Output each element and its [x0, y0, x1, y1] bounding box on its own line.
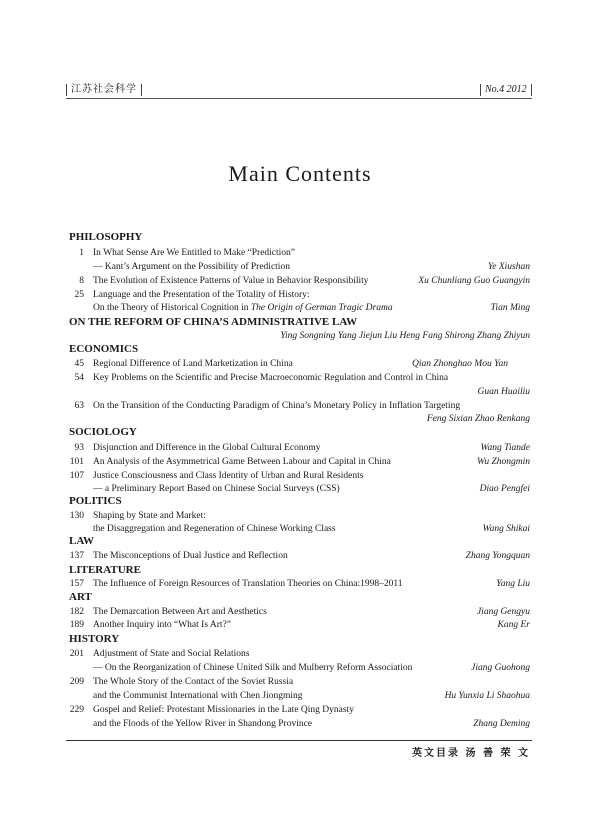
article-author: Zhang Yongquan — [465, 551, 530, 561]
article-subtitle — [93, 302, 393, 314]
article-title: Disjunction and Difference in the Global Cultural Economy — [93, 443, 321, 453]
page-number: 63 — [74, 401, 84, 411]
article-author: Qian Zhonghao Mou Yan — [412, 359, 508, 369]
page-number: 101 — [69, 457, 84, 467]
footer-credits: 英文目录 汤 善 荣 文 — [412, 748, 530, 759]
page-number: 189 — [69, 620, 84, 630]
article-author: Hu Yunxia Li Shaohua — [444, 691, 530, 701]
page-number: 8 — [79, 276, 84, 286]
journal-name: 江苏社会科学 — [66, 84, 142, 96]
article-title: Shaping by State and Market: — [93, 511, 206, 521]
article-title: The Demarcation Between Art and Aesthetics — [93, 607, 267, 617]
article-author: Wang Shikai — [482, 524, 530, 534]
article-title: Regional Difference of Land Marketization in China — [93, 359, 293, 369]
footer-divider — [66, 740, 532, 741]
section-sociology: SOCIOLOGY — [69, 426, 137, 438]
article-author: Yang Liu — [496, 579, 530, 589]
article-subtitle: and the Floods of the Yellow River in Shandong Province — [93, 719, 313, 729]
article-author: Ying Songning Yang Jiejun Liu Heng Fang Shirong Zhang Zhiyun — [280, 331, 530, 341]
section-economics: ECONOMICS — [69, 343, 139, 355]
article-author: Ye Xiushan — [487, 262, 530, 272]
page-number: 201 — [69, 649, 84, 659]
article-title: On the Transition of the Conducting Paradigm of China’s Monetary Policy in Inflation Targeting — [93, 401, 461, 411]
article-title: Key Problems on the Scientific and Precise Macroeconomic Regulation and Control in China — [93, 373, 449, 383]
article-subtitle: — On the Reorganization of Chinese United Silk and Mulberry Reform Association — [93, 663, 413, 673]
page-number: 209 — [69, 677, 84, 687]
article-author: Zhang Deming — [473, 719, 530, 729]
page-number: 130 — [69, 511, 84, 521]
page-title: Main Contents — [228, 161, 372, 186]
section-law: LAW — [69, 535, 95, 547]
article-title: Language and the Presentation of the Totality of History: — [93, 290, 310, 300]
article-author: Diao Pengfei — [479, 484, 530, 494]
article-title: Another Inquiry into “What Is Art?” — [93, 620, 231, 630]
article-title: Gospel and Relief: Protestant Missionaries in the Late Qing Dynasty — [93, 705, 354, 715]
article-author: Tian Ming — [490, 303, 530, 313]
issue-number: No.4 2012 — [480, 84, 532, 96]
article-subtitle: the Disaggregation and Regeneration of Chinese Working Class — [93, 524, 336, 534]
page-number: 25 — [74, 290, 84, 300]
page-number: 182 — [69, 607, 84, 617]
article-subtitle: — Kant’s Argument on the Possibility of Prediction — [93, 262, 290, 272]
article-subtitle: — a Preliminary Report Based on Chinese Social Surveys (CSS) — [93, 484, 340, 494]
article-title: The Whole Story of the Contact of the Soviet Russia — [93, 677, 294, 687]
article-author: Wang Tiande — [480, 443, 530, 453]
article-author: Guan Huailiu — [477, 387, 530, 397]
article-title: The Evolution of Existence Patterns of Value in Behavior Responsibility — [93, 276, 369, 286]
page-number: 107 — [69, 471, 84, 481]
article-author: Jiang Gengyu — [476, 607, 530, 617]
article-author: Feng Sixian Zhao Renkang — [426, 414, 530, 424]
page-number: 1 — [79, 248, 84, 258]
page-number: 93 — [74, 443, 84, 453]
section-literature: LITERATURE — [69, 564, 141, 576]
article-author: Wu Zhongmin — [476, 457, 530, 467]
page-number: 45 — [74, 359, 84, 369]
page-number: 157 — [69, 579, 84, 589]
section-art: ART — [69, 591, 92, 603]
section-history: HISTORY — [69, 633, 120, 645]
article-title: The Misconceptions of Dual Justice and Reflection — [93, 551, 288, 561]
header-divider — [66, 98, 532, 99]
section-philosophy: PHILOSOPHY — [69, 231, 143, 243]
article-title: The Influence of Foreign Resources of Translation Theories on China:1998–2011 — [93, 579, 403, 589]
article-author: Xu Chunliang Guo Guangyin — [418, 276, 530, 286]
section-politics: POLITICS — [69, 495, 122, 507]
page-number: 137 — [69, 551, 84, 561]
article-author: Jiang Guohong — [471, 663, 530, 673]
article-subtitle: and the Communist International with Chen Jiongming — [93, 691, 303, 701]
book-title: The Origin of German Tragic Drama — [250, 303, 393, 313]
page-number: 54 — [74, 373, 84, 383]
section-reform: ON THE REFORM OF CHINA’S ADMINISTRATIVE LAW — [69, 316, 358, 328]
article-title: In What Sense Are We Entitled to Make “Prediction” — [93, 248, 296, 258]
subtitle-text: On the Theory of Historical Cognition in — [93, 303, 249, 313]
page-number: 229 — [69, 705, 84, 715]
article-title: Justice Consciousness and Class Identity of Urban and Rural Residents — [93, 471, 364, 481]
article-title: Adjustment of State and Social Relations — [93, 649, 250, 659]
article-author: Kang Er — [497, 620, 530, 630]
article-title: An Analysis of the Asymmetrical Game Between Labour and Capital in China — [93, 457, 391, 467]
